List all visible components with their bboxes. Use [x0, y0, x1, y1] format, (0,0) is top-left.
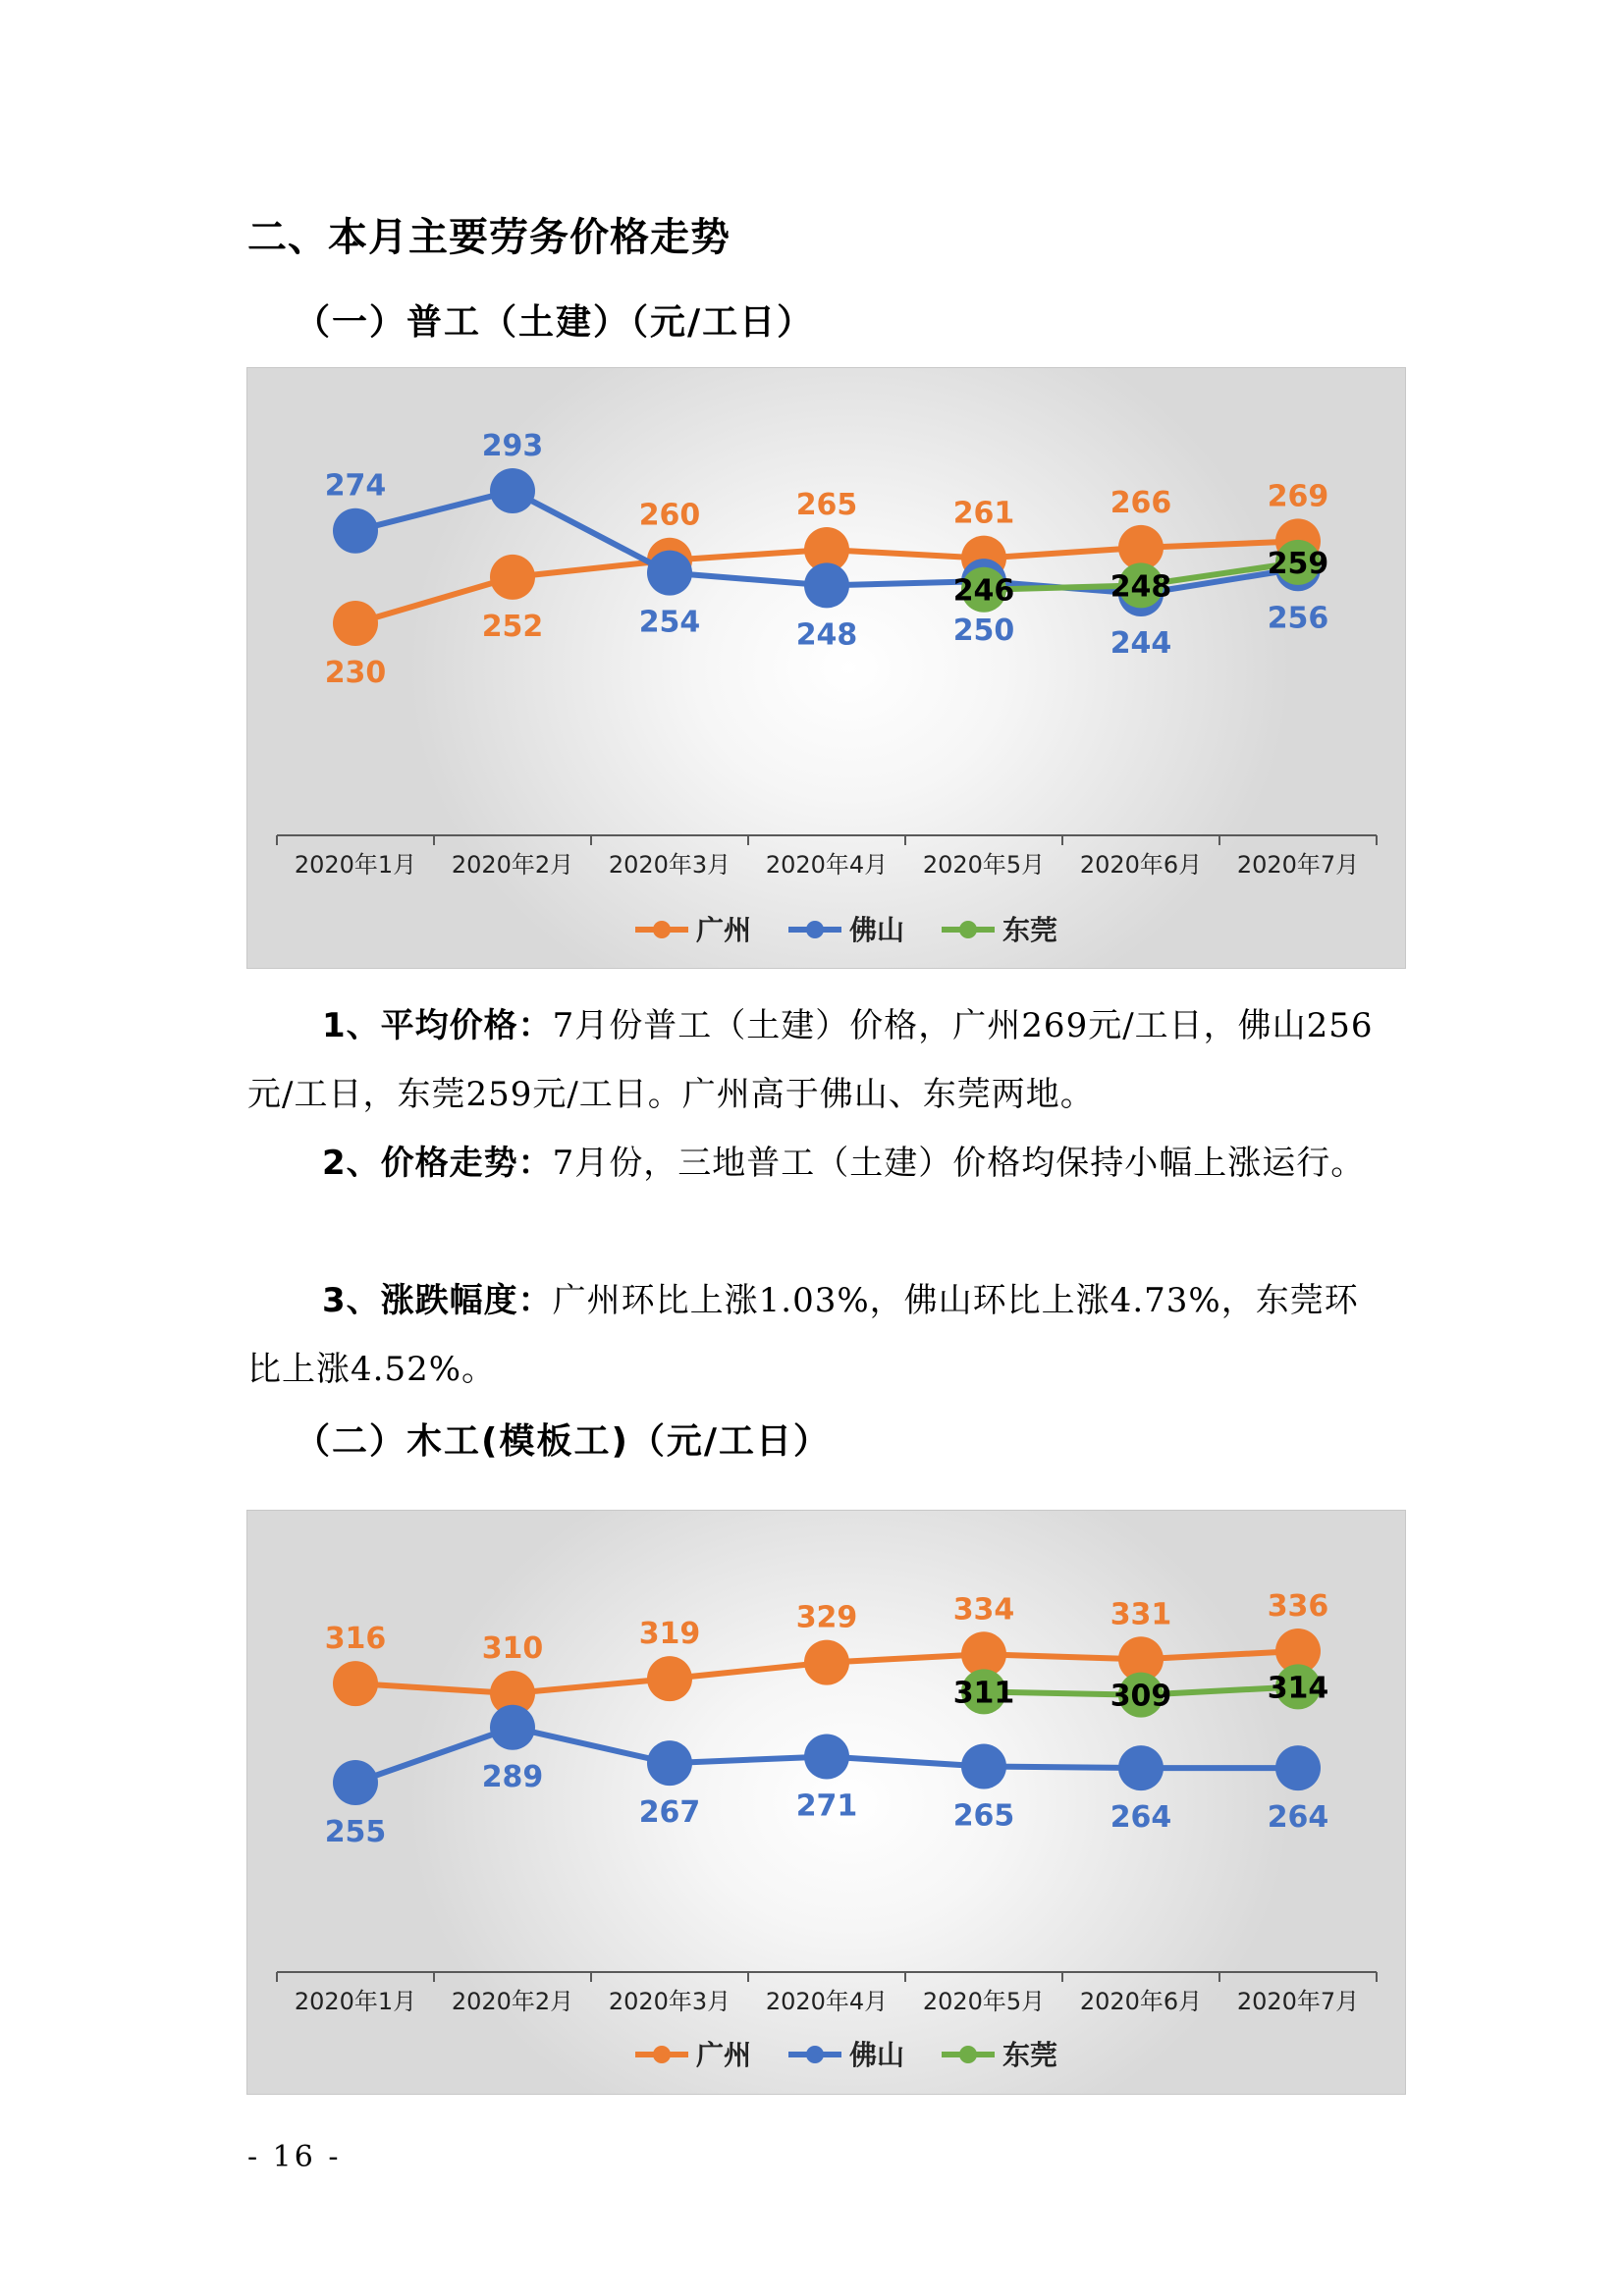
- data-label: 271: [795, 1789, 858, 1824]
- x-tick-label: 2020年7月: [1236, 851, 1360, 879]
- data-point: [1118, 1745, 1164, 1790]
- legend-label: 东莞: [1002, 2039, 1058, 2071]
- data-point: [333, 508, 378, 554]
- data-label: 255: [324, 1815, 387, 1849]
- legend-label: 广州: [696, 914, 752, 946]
- section-title: 二、本月主要劳务价格走势: [247, 215, 731, 260]
- data-label: 248: [1110, 569, 1172, 605]
- data-label: 331: [1110, 1597, 1172, 1632]
- chart-carpenter-price-svg: [247, 1511, 1405, 2094]
- legend-swatch-marker: [959, 2046, 977, 2063]
- data-label: 274: [324, 468, 387, 504]
- data-label: 316: [324, 1622, 387, 1657]
- data-label: 259: [1267, 546, 1329, 581]
- chart-labor-price-svg: [247, 368, 1405, 968]
- data-label: 264: [1267, 1800, 1329, 1836]
- paragraph-text: 7月份，三地普工（土建）价格均保持小幅上涨运行。: [552, 1144, 1366, 1183]
- data-point: [333, 601, 378, 646]
- data-label: 334: [952, 1592, 1015, 1628]
- page-number: - 16 -: [247, 2140, 342, 2174]
- data-label: 256: [1267, 601, 1329, 636]
- chart-labor-price: [246, 367, 1406, 969]
- x-tick-label: 2020年3月: [608, 851, 731, 879]
- data-point: [490, 1705, 535, 1750]
- x-tick-label: 2020年2月: [451, 851, 574, 879]
- data-label: 314: [1267, 1671, 1329, 1706]
- legend-swatch-marker: [806, 921, 824, 938]
- data-label: 319: [638, 1617, 701, 1652]
- data-label: 254: [638, 605, 701, 640]
- x-tick-label: 2020年4月: [765, 1988, 889, 2015]
- chart-carpenter-price: [246, 1510, 1406, 2095]
- data-point: [647, 551, 692, 596]
- data-label: 250: [952, 614, 1015, 649]
- data-label: 261: [952, 496, 1015, 531]
- data-label: 230: [324, 656, 387, 690]
- paragraph-label: 2、价格走势：: [322, 1144, 553, 1183]
- x-tick-label: 2020年1月: [294, 1988, 417, 2015]
- x-tick-label: 2020年7月: [1236, 1988, 1360, 2015]
- data-point: [804, 562, 849, 608]
- subsection-title-labor: （一）普工（土建）（元/工日）: [295, 302, 815, 343]
- x-tick-label: 2020年1月: [294, 851, 417, 879]
- data-label: 329: [795, 1600, 858, 1635]
- legend-label: 东莞: [1002, 914, 1058, 946]
- paragraph-text: 7月份普工（土建）价格，广州269元/工日，佛山256元/工日，东莞259元/工日。广州高于佛山、东莞两地。: [247, 1006, 1374, 1114]
- legend-swatch-marker: [806, 2046, 824, 2063]
- data-label: 264: [1110, 1800, 1172, 1836]
- data-label: 246: [952, 573, 1015, 609]
- paragraph-change-range: [247, 1266, 1377, 1404]
- data-point: [804, 1640, 849, 1685]
- x-tick-label: 2020年2月: [451, 1988, 574, 2015]
- data-label: 252: [481, 609, 544, 644]
- data-label: 293: [481, 429, 544, 463]
- x-tick-label: 2020年4月: [765, 851, 889, 879]
- data-point: [647, 1656, 692, 1701]
- data-label: 269: [1267, 479, 1329, 514]
- data-point: [804, 1735, 849, 1780]
- x-tick-label: 2020年3月: [608, 1988, 731, 2015]
- legend-label: 广州: [696, 2039, 752, 2071]
- legend-swatch-marker: [653, 921, 671, 938]
- data-point: [333, 1760, 378, 1805]
- data-label: 248: [795, 617, 858, 653]
- data-label: 265: [952, 1798, 1015, 1834]
- legend-swatch-marker: [959, 921, 977, 938]
- data-label: 309: [1110, 1679, 1172, 1714]
- paragraph-text: 广州环比上涨1.03%，佛山环比上涨4.73%，东莞环比上涨4.52%。: [247, 1281, 1359, 1389]
- data-label: 244: [1110, 626, 1172, 661]
- data-label: 265: [795, 488, 858, 522]
- data-label: 336: [1267, 1589, 1329, 1624]
- data-point: [333, 1661, 378, 1706]
- paragraph-label: 3、涨跌幅度：: [322, 1281, 553, 1320]
- data-label: 260: [638, 498, 701, 533]
- data-label: 311: [952, 1676, 1015, 1711]
- paragraph-label: 1、平均价格：: [322, 1006, 553, 1045]
- x-tick-label: 2020年6月: [1079, 851, 1203, 879]
- data-point: [490, 555, 535, 600]
- legend-swatch-marker: [653, 2046, 671, 2063]
- subsection-title-carpenter: （二）木工(模板工)（元/工日）: [295, 1421, 832, 1462]
- data-point: [647, 1740, 692, 1786]
- x-tick-label: 2020年6月: [1079, 1988, 1203, 2015]
- legend-label: 佛山: [849, 2039, 905, 2071]
- data-label: 289: [481, 1759, 544, 1794]
- legend-label: 佛山: [849, 914, 905, 946]
- data-label: 267: [638, 1795, 701, 1831]
- data-point: [961, 1743, 1006, 1789]
- data-point: [1275, 1745, 1321, 1790]
- data-label: 310: [481, 1631, 544, 1667]
- x-tick-label: 2020年5月: [922, 851, 1046, 879]
- x-tick-label: 2020年5月: [922, 1988, 1046, 2015]
- data-label: 266: [1110, 485, 1172, 520]
- paragraph-average-price: [247, 991, 1377, 1129]
- paragraph-price-trend: [247, 1129, 1377, 1198]
- data-point: [490, 468, 535, 513]
